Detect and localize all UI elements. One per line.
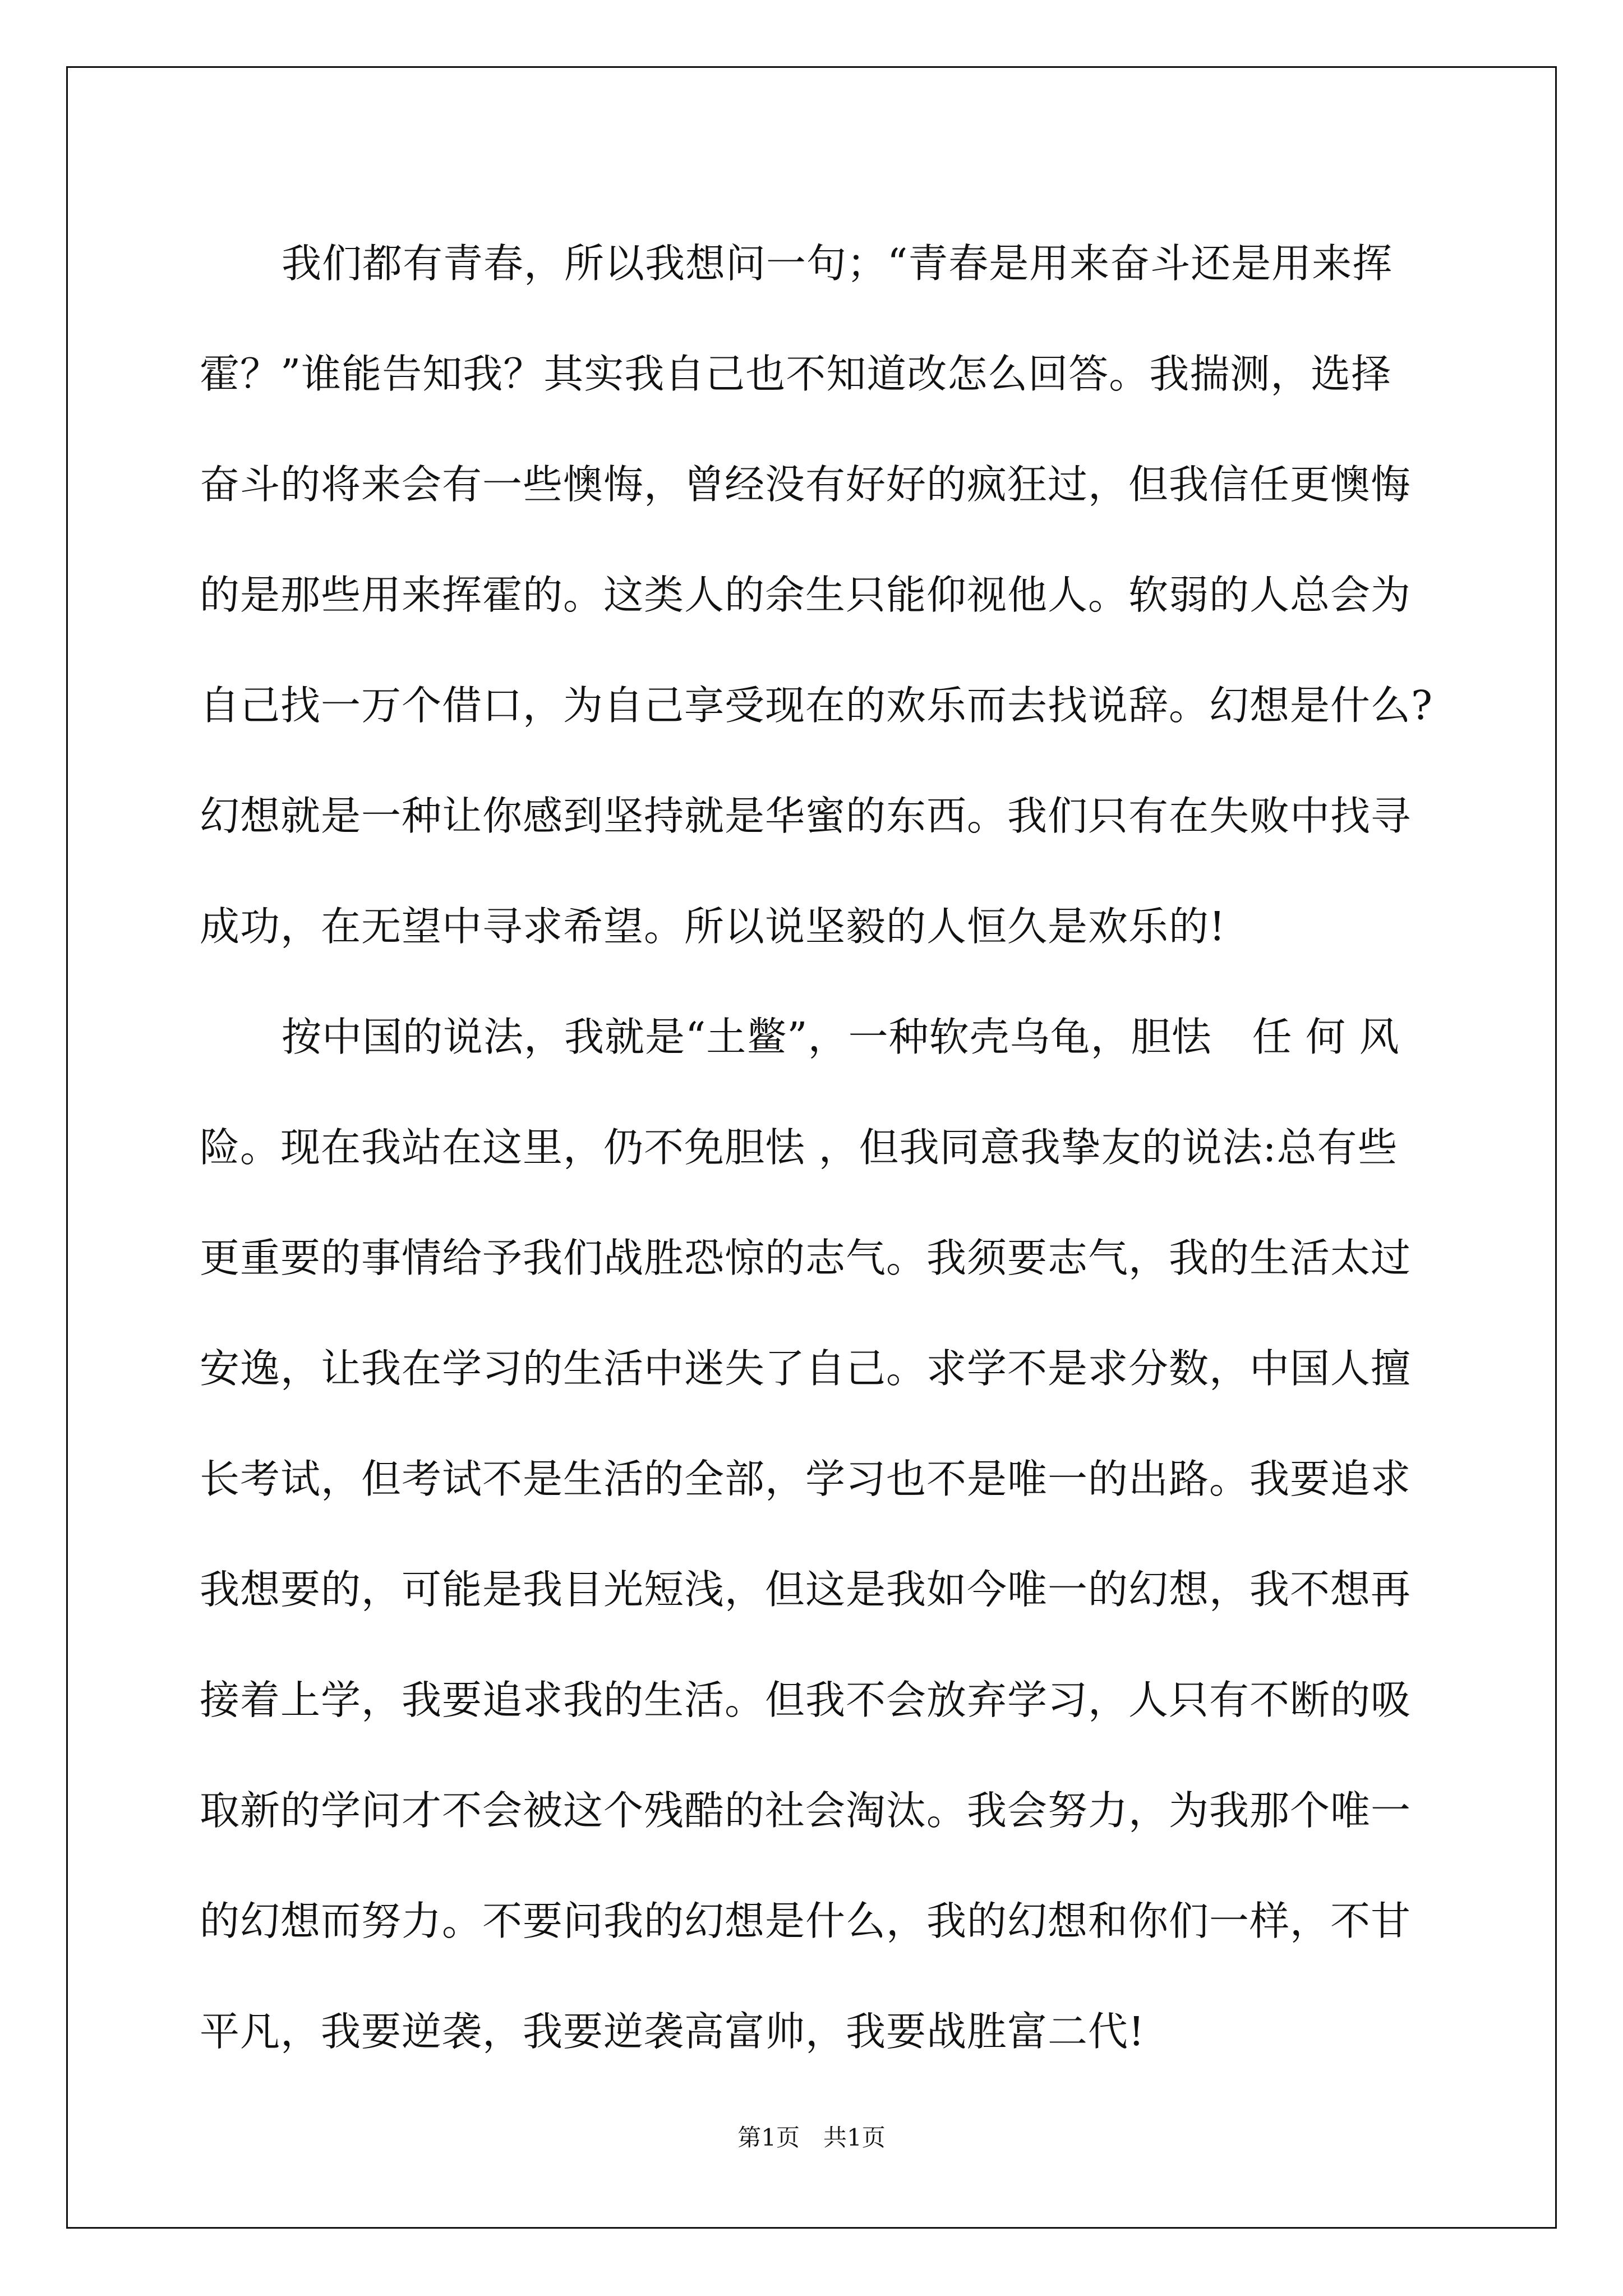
- document-body: [200, 208, 1433, 2087]
- text-line: 奋斗的将来会有一些懊悔，曾经没有好好的疯狂过，但我信任更懊悔: [200, 461, 1412, 508]
- text-line: 的是那些用来挥霍的。这类人的余生只能仰视他人。软弱的人总会为: [200, 572, 1412, 618]
- text-line: 接着上学，我要追求我的生活。但我不会放弃学习，人只有不断的吸: [200, 1677, 1412, 1723]
- text-line: 险。现在我站在这里，仍不免胆怯 ，但我同意我挚友的说法:总有些: [200, 1124, 1398, 1171]
- text-line: 的幻想而努力。不要问我的幻想是什么，我的幻想和你们一样，不甘: [200, 1898, 1412, 1944]
- text-line: 按中国的说法，我就是“土鳖”，一种软壳乌龟，胆怯 任 何 风: [282, 1014, 1400, 1060]
- text-line: 取新的学问才不会被这个残酷的社会淘汰。我会努力，为我那个唯一: [200, 1787, 1412, 1834]
- paragraph-2: [200, 982, 1428, 2087]
- text-line: 幻想就是一种让你感到坚持就是华蜜的东西。我们只有在失败中找寻: [200, 793, 1412, 839]
- paragraph-1: [200, 208, 1433, 982]
- text-line: 更重要的事情给予我们战胜恐惊的志气。我须要志气，我的生活太过: [200, 1235, 1412, 1281]
- text-line: 成功，在无望中寻求希望。所以说坚毅的人恒久是欢乐的!: [200, 903, 1226, 950]
- page-number: 第1页 共1页: [737, 2124, 886, 2151]
- text-line: 霍？”谁能告知我？其实我自己也不知道改怎么回答。我揣测，选择: [200, 351, 1392, 397]
- text-line: 安逸，让我在学习的生活中迷失了自己。求学不是求分数，中国人擅: [200, 1345, 1412, 1392]
- text-line: 长考试，但考试不是生活的全部，学习也不是唯一的出路。我要追求: [200, 1456, 1412, 1502]
- text-line: 我们都有青春，所以我想问一句；“青春是用来奋斗还是用来挥: [282, 240, 1393, 287]
- text-line: 自己找一万个借口，为自己享受现在的欢乐而去找说辞。幻想是什么?: [200, 682, 1433, 729]
- text-line: 平凡，我要逆袭，我要逆袭高富帅，我要战胜富二代!: [200, 2008, 1145, 2055]
- text-line: 我想要的，可能是我目光短浅，但这是我如今唯一的幻想，我不想再: [200, 1566, 1412, 1613]
